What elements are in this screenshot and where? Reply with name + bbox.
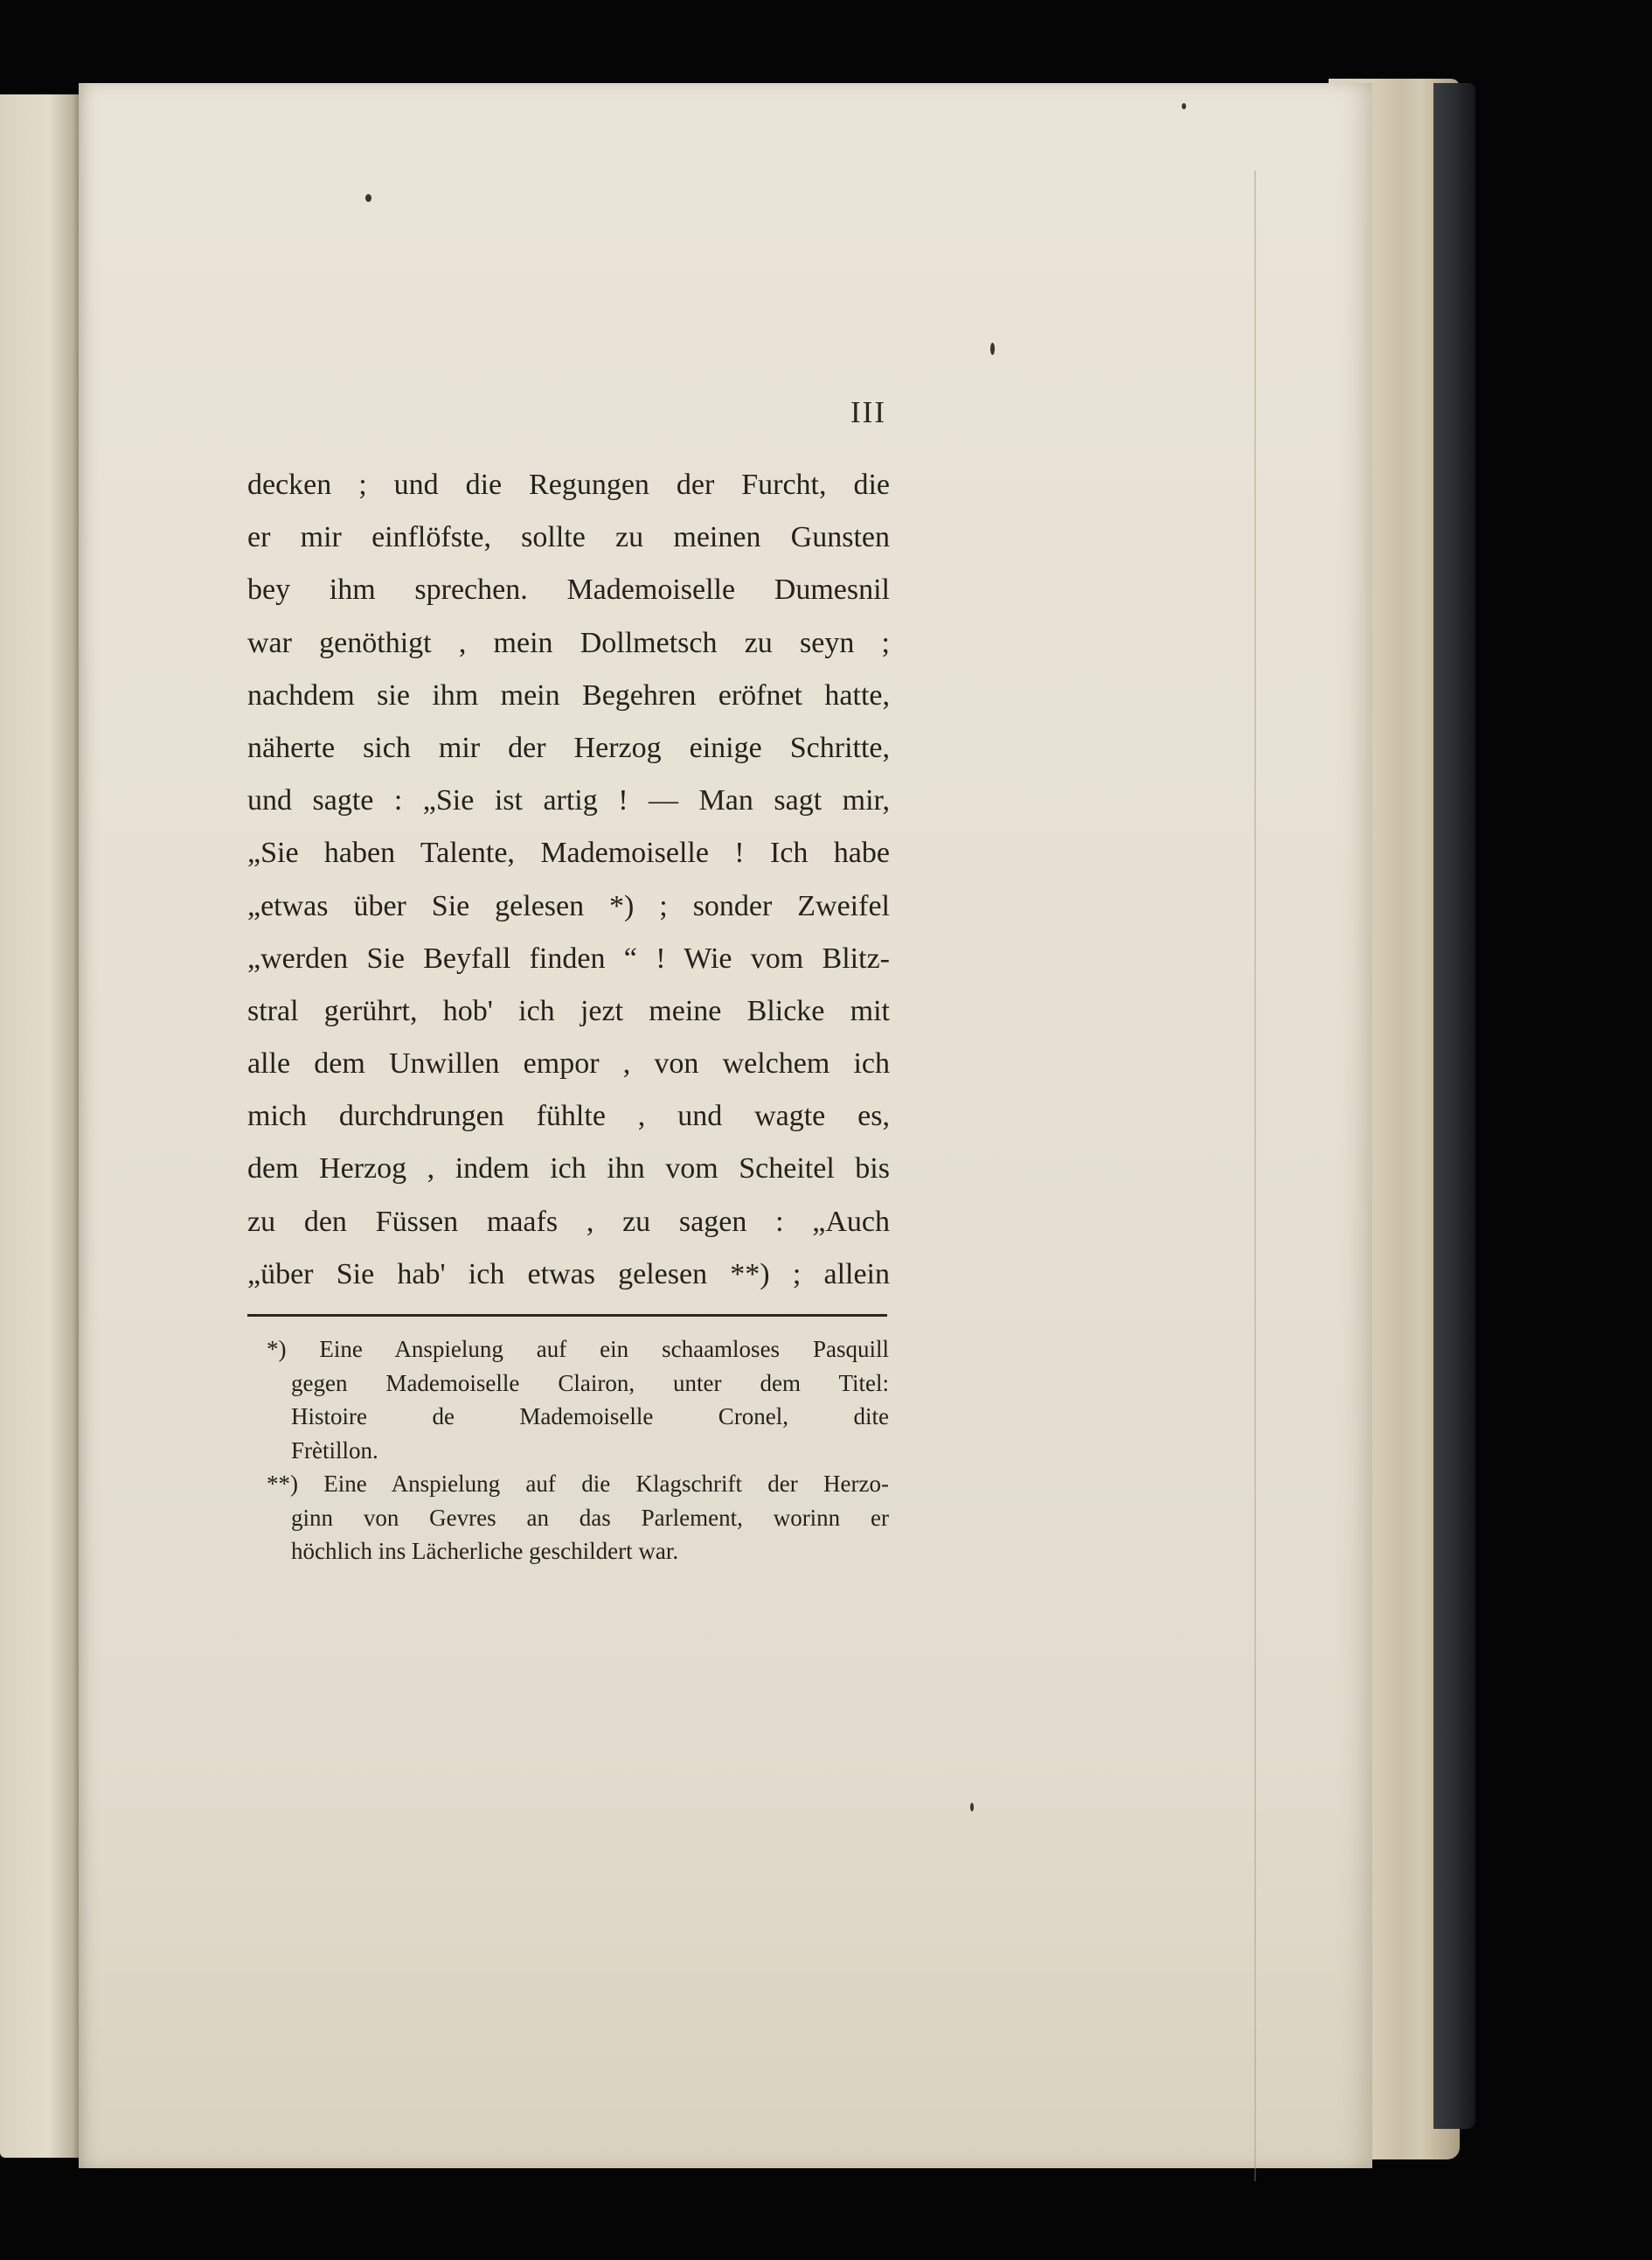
footnote-separator-rule — [247, 1314, 887, 1317]
paper-speck — [365, 194, 371, 202]
text-line: war genöthigt , mein Dollmetsch zu seyn ; — [247, 626, 890, 659]
text-line: mich durchdrungen fühlte , und wagte es, — [247, 1100, 890, 1133]
text-line: stral gerührt, hob' ich jezt meine Blicke mit — [247, 994, 890, 1027]
footnotes — [267, 1332, 889, 1568]
text-line: decken ; und die Regungen der Furcht, die — [247, 469, 890, 501]
footnote-line: Frètillon. — [291, 1436, 378, 1464]
left-page-edge — [0, 94, 80, 2158]
paper-speck — [970, 1803, 974, 1811]
footnote-line: höchlich ins Lächerliche geschildert war. — [291, 1538, 679, 1564]
page-number: III — [850, 395, 886, 429]
text-line: zu den Füssen maafs , zu sagen : „Auch — [247, 1205, 890, 1238]
text-line: „etwas über Sie gelesen *) ; sonder Zweifel — [247, 889, 890, 922]
footnote-1 — [267, 1332, 889, 1467]
text-line: er mir einflöfste, sollte zu meinen Gunsten — [247, 521, 890, 554]
text-line: nachdem sie ihm mein Begehren eröfnet hatte, — [247, 678, 890, 712]
footnote-line: **) Eine Anspielung auf die Klagschrift der Herzo- — [267, 1471, 889, 1497]
book-cover-edge — [1433, 83, 1475, 2129]
page-fold-line — [1254, 170, 1256, 2181]
footnote-line: *) Eine Anspielung auf ein schaamloses Pasquill — [267, 1336, 889, 1362]
paper-speck — [1182, 103, 1186, 109]
footnote-line: gegen Mademoiselle Clairon, unter dem Titel: — [291, 1369, 889, 1396]
text-line: bey ihm sprechen. Mademoiselle Dumesnil — [247, 574, 890, 607]
footnote-line: Histoire de Mademoiselle Cronel, dite — [291, 1403, 889, 1429]
text-line: näherte sich mir der Herzog einige Schritte, — [247, 731, 890, 764]
footnote-2 — [267, 1467, 889, 1568]
text-line: und sagte : „Sie ist artig ! — Man sagt mir, — [247, 784, 890, 817]
text-line: „werden Sie Beyfall finden “ ! Wie vom Blitz- — [247, 942, 890, 975]
footnote-line: ginn von Gevres an das Parlement, worinn er — [291, 1504, 889, 1531]
body-text — [247, 459, 890, 1301]
paper-speck — [990, 343, 995, 355]
text-line: dem Herzog , indem ich ihn vom Scheitel bis — [247, 1152, 890, 1186]
text-line: alle dem Unwillen empor , von welchem ich — [247, 1047, 890, 1081]
text-line: „über Sie hab' ich etwas gelesen **) ; allein — [247, 1257, 890, 1290]
text-line: „Sie haben Talente, Mademoiselle ! Ich habe — [247, 837, 890, 870]
